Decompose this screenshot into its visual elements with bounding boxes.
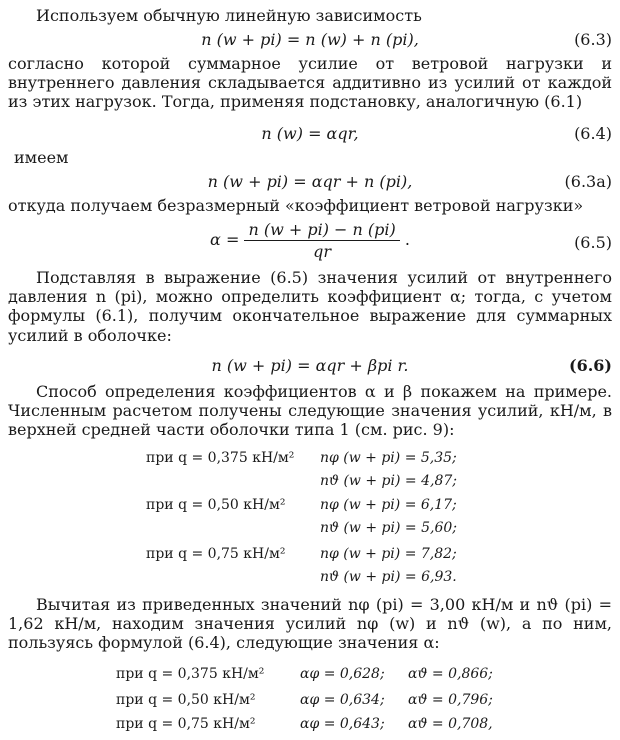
equation-6-3a	[0, 172, 620, 194]
load-label: при q = 0,50 кН/м²	[146, 497, 286, 513]
paragraph-subtraction: Вычитая из приведенных значений nφ (pi) = 3,00 кН/м и nϑ (pi) = 1,62 кН/м, находим значения усилий nφ (w) и nϑ (w), а по ним, пользуясь формулой (6.4), следующие значения α:	[8, 595, 612, 653]
equation-6-5	[0, 220, 620, 264]
load-label: при q = 0,75 кН/м²	[116, 716, 256, 732]
equation-number: (6.4)	[574, 124, 612, 143]
force-value: nφ (w + pi) = 7,82;	[320, 546, 457, 562]
force-value: nφ (w + pi) = 5,35;	[320, 450, 457, 466]
equation-formula: n (w + pi) = n (w) + n (pi),	[201, 30, 419, 49]
equation-6-6	[0, 356, 620, 378]
equation-6-3	[0, 30, 620, 52]
equation-number: (6.5)	[574, 233, 612, 252]
alpha-phi-value: αφ = 0,628;	[300, 666, 385, 682]
equation-6-4	[0, 124, 620, 146]
force-value: nϑ (w + pi) = 6,93.	[320, 569, 457, 585]
equation-formula: n (w + pi) = αqr + βpi r.	[211, 356, 409, 375]
equation-formula: n (w) = αqr,	[261, 124, 359, 143]
paragraph-additive: согласно которой суммарное усилие от ветровой нагрузки и внутреннего давления складывается аддитивно из усилий от каждой из этих нагрузок. Тогда, применяя подстановку, аналогичную (6.1)	[8, 54, 612, 112]
equation-tail: .	[404, 230, 410, 250]
paragraph-we-have: имеем	[14, 148, 69, 167]
alpha-theta-value: αϑ = 0,866;	[408, 666, 493, 682]
alpha-theta-value: αϑ = 0,796;	[408, 692, 493, 708]
equation-fraction	[244, 220, 399, 261]
alpha-phi-value: αφ = 0,634;	[300, 692, 385, 708]
paragraph-wind-coefficient: откуда получаем безразмерный «коэффициент ветровой нагрузки»	[8, 196, 584, 215]
paragraph-substitution: Подставляя в выражение (6.5) значения усилий от внутреннего давления n (pi), можно определить коэффициент α; тогда, с учетом формулы (6.1), получим окончательное выражение для суммарных усилий в оболочке:	[8, 268, 612, 345]
force-value: nφ (w + pi) = 6,17;	[320, 497, 457, 513]
paragraph-intro: Используем обычную линейную зависимость	[36, 6, 422, 25]
load-label: при q = 0,75 кН/м²	[146, 546, 286, 562]
equation-number: (6.3a)	[564, 172, 612, 191]
load-label: при q = 0,375 кН/м²	[146, 450, 295, 466]
alpha-phi-value: αφ = 0,643;	[300, 716, 385, 732]
equation-lhs: α =	[210, 230, 240, 250]
fraction-numerator: n (w + pi) − n (pi)	[244, 220, 399, 241]
equation-number: (6.6)	[569, 356, 612, 375]
fraction-denominator: qr	[313, 242, 332, 262]
alpha-theta-value: αϑ = 0,708,	[408, 716, 493, 732]
force-value: nϑ (w + pi) = 4,87;	[320, 473, 457, 489]
force-value: nϑ (w + pi) = 5,60;	[320, 520, 457, 536]
load-label: при q = 0,375 кН/м²	[116, 666, 265, 682]
paragraph-example: Способ определения коэффициентов α и β покажем на примере. Численным расчетом получены следующие значения усилий, кН/м, в верхней средней части оболочки типа 1 (см. рис. 9):	[8, 382, 612, 440]
load-label: при q = 0,50 кН/м²	[116, 692, 256, 708]
equation-formula: n (w + pi) = αqr + n (pi),	[207, 172, 413, 191]
equation-number: (6.3)	[574, 30, 612, 49]
